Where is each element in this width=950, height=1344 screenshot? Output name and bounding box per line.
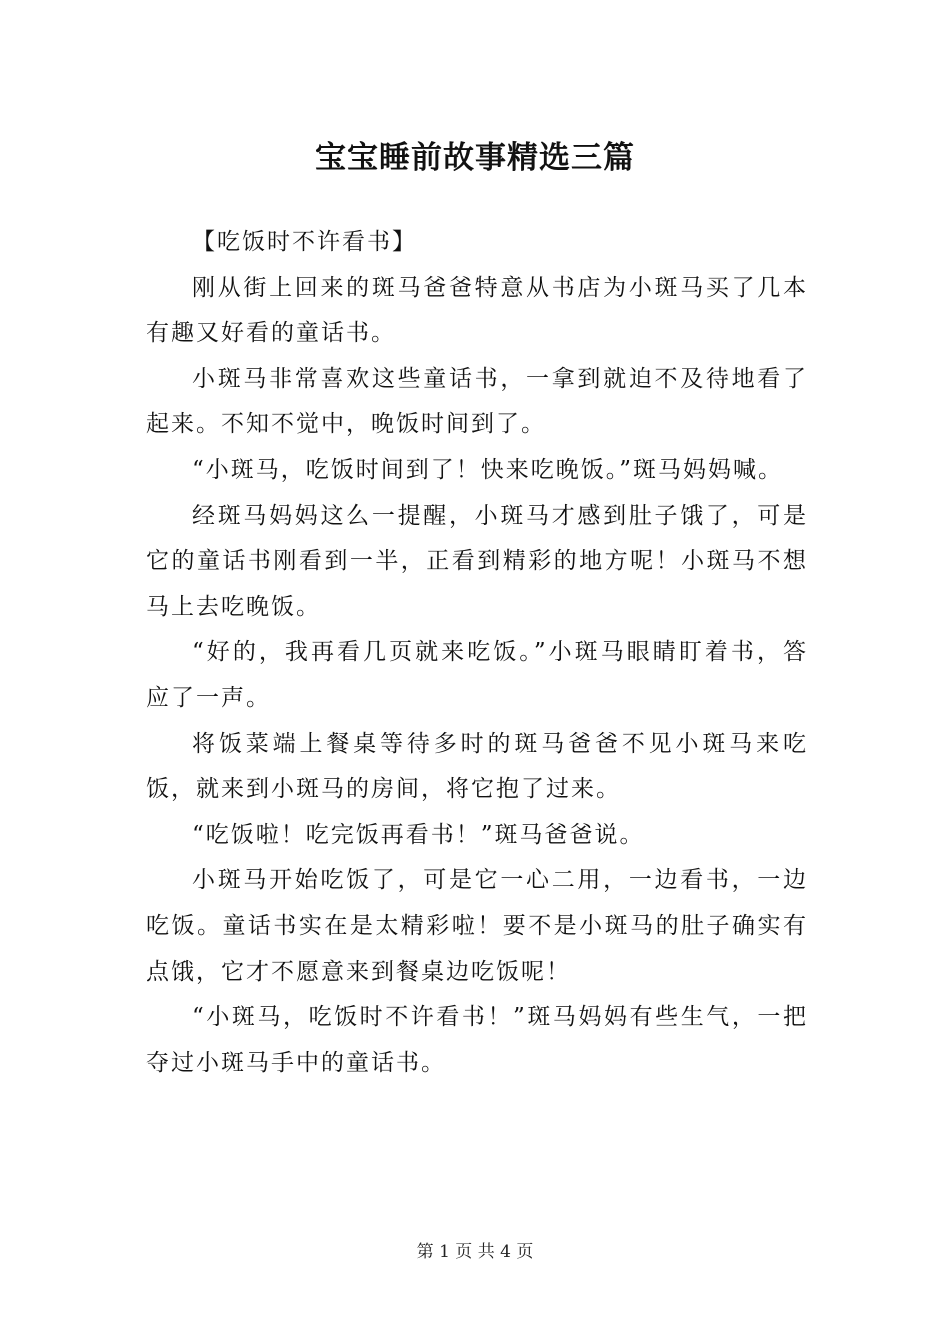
paragraph-6: 将饭菜端上餐桌等待多时的斑马爸爸不见小斑马来吃饭，就来到小斑马的房间，将它抱了过来。 (146, 730, 808, 803)
paragraph-7: “吃饭啦！吃完饭再看书！”斑马爸爸说。 (192, 821, 645, 848)
paragraph-8: 小斑马开始吃饭了，可是它一心二用，一边看书，一边吃饭。童话书实在是太精彩啦！要不是小斑马的肚子确实有点饿，它才不愿意来到餐桌边吃饭呢！ (146, 867, 808, 985)
document-body (146, 220, 808, 1086)
document-title: 宝宝睡前故事精选三篇 (315, 140, 635, 176)
section-heading: 【吃饭时不许看书】 (192, 229, 417, 255)
paragraph-3: “小斑马，吃饭时间到了！快来吃晚饭。”斑马妈妈喊。 (192, 456, 784, 483)
paragraph-5: “好的，我再看几页就来吃饭。”小斑马眼睛盯着书，答应了一声。 (146, 639, 808, 711)
paragraph-4: 经斑马妈妈这么一提醒，小斑马才感到肚子饿了，可是它的童话书刚看到一半，正看到精彩的地方呢！小斑马不想马上去吃晚饭。 (146, 502, 808, 620)
page-number-footer: 第 1 页 共 4 页 (416, 1242, 534, 1262)
paragraph-9: “小斑马，吃饭时不许看书！”斑马妈妈有些生气，一把夺过小斑马手中的童话书。 (146, 1004, 808, 1076)
paragraph-1: 刚从街上回来的斑马爸爸特意从书店为小斑马买了几本有趣又好看的童话书。 (146, 274, 808, 347)
paragraph-2: 小斑马非常喜欢这些童话书，一拿到就迫不及待地看了起来。不知不觉中，晚饭时间到了。 (146, 365, 808, 438)
